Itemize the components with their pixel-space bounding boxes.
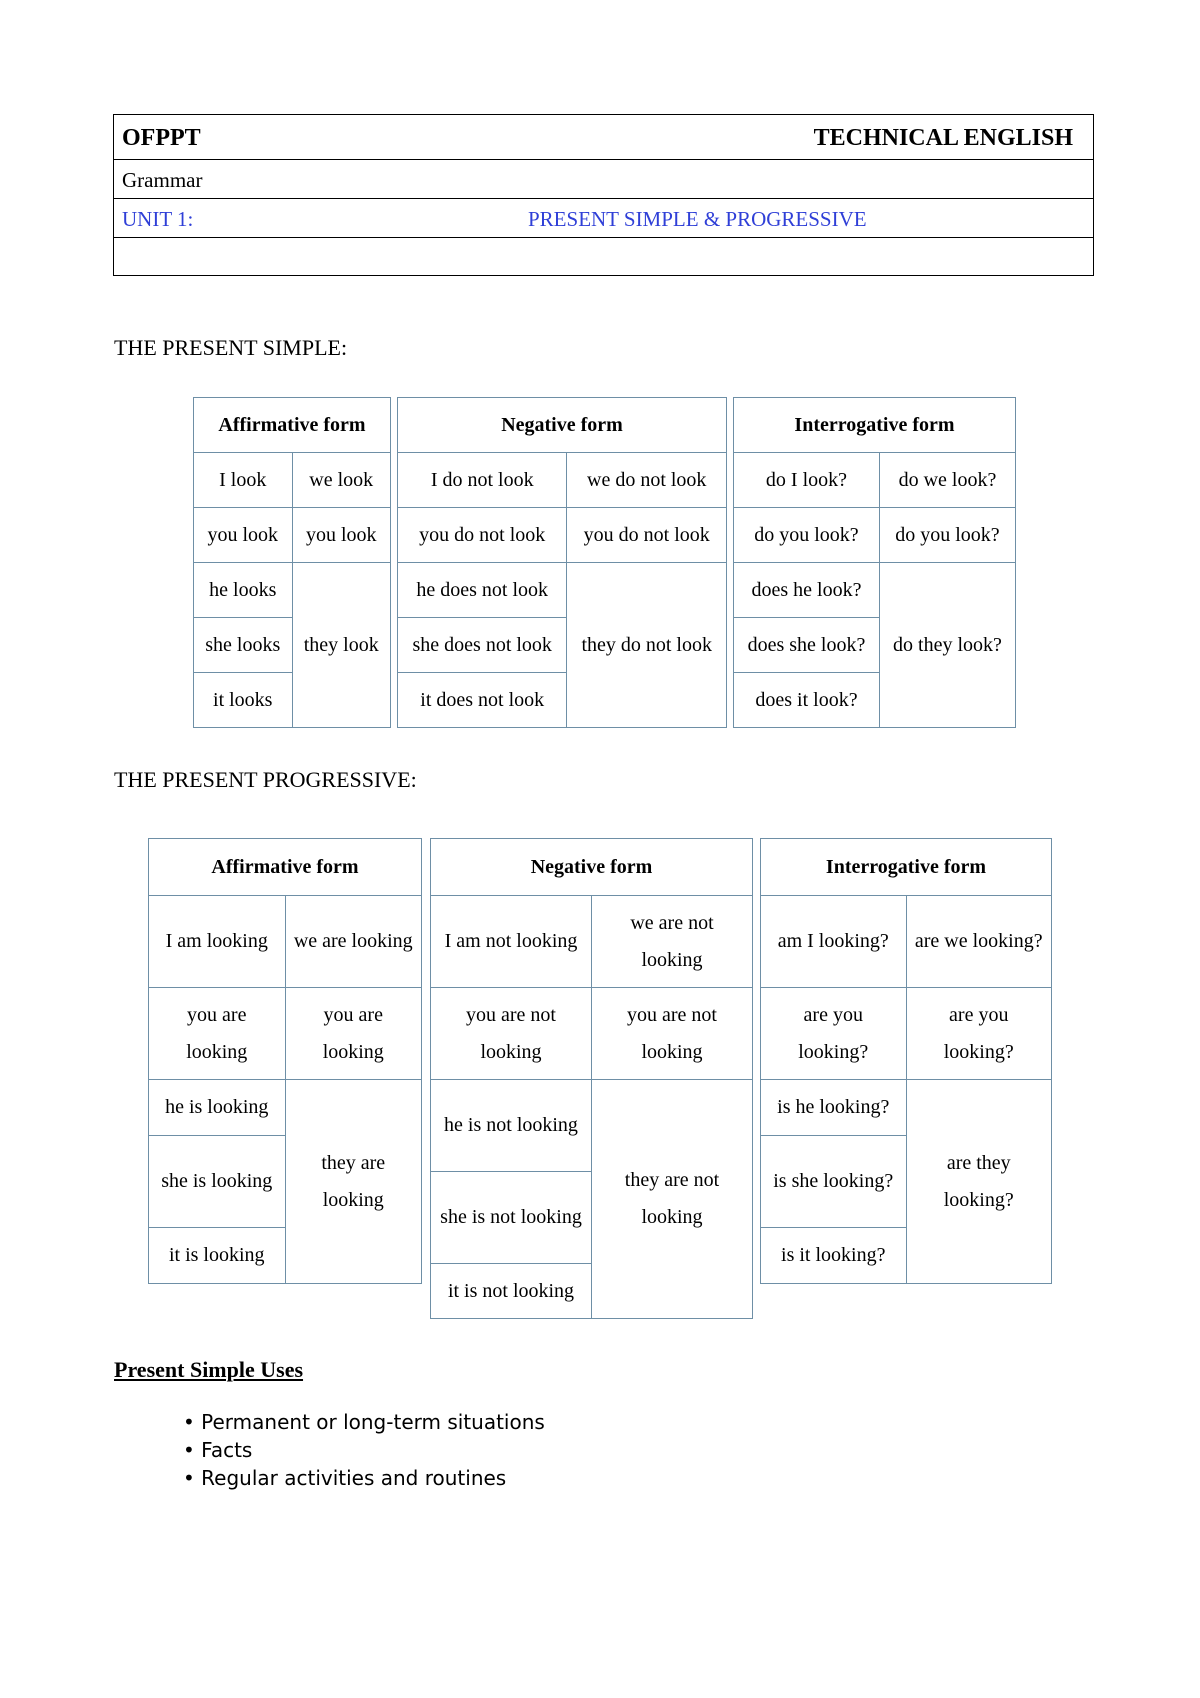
- ps-neg-cell: I do not look: [398, 453, 567, 508]
- ps-affirmative-table: [193, 397, 391, 728]
- ps-affirmative-title: Affirmative form: [194, 398, 391, 453]
- ps-int-cell: do we look?: [879, 453, 1015, 508]
- pp-int-cell: is it looking?: [761, 1228, 907, 1284]
- pp-aff-cell: you are looking: [149, 988, 286, 1080]
- uses-heading: Present Simple Uses: [114, 1357, 304, 1382]
- pp-neg-cell: we are not looking: [592, 896, 753, 988]
- ps-aff-cell: she looks: [194, 618, 293, 673]
- pp-aff-cell: we are looking: [285, 896, 422, 988]
- ps-aff-cell: they look: [292, 563, 391, 728]
- pp-interrogative-title: Interrogative form: [761, 839, 1052, 896]
- present-simple-heading: THE PRESENT SIMPLE:: [114, 335, 348, 360]
- pp-neg-cell: you are not looking: [431, 988, 592, 1080]
- topic-label: Grammar: [122, 168, 203, 192]
- ps-neg-cell: we do not look: [567, 453, 727, 508]
- list-item: • Regular activities and routines: [183, 1464, 545, 1492]
- ps-int-cell: does he look?: [734, 563, 880, 618]
- ps-int-cell: does it look?: [734, 673, 880, 728]
- ps-int-cell: do you look?: [734, 508, 880, 563]
- ps-negative-table: [397, 397, 727, 728]
- ps-int-cell: do I look?: [734, 453, 880, 508]
- ps-neg-cell: you do not look: [567, 508, 727, 563]
- header-row-empty: [114, 238, 1093, 275]
- list-item: • Permanent or long-term situations: [183, 1408, 545, 1436]
- pp-negative-table: [430, 838, 753, 1319]
- ps-neg-cell: he does not look: [398, 563, 567, 618]
- ps-aff-cell: you look: [194, 508, 293, 563]
- ps-neg-cell: she does not look: [398, 618, 567, 673]
- pp-int-cell: are you looking?: [761, 988, 907, 1080]
- pp-neg-cell: they are not looking: [592, 1080, 753, 1319]
- ps-int-cell: do you look?: [879, 508, 1015, 563]
- ps-interrogative-table: [733, 397, 1016, 728]
- pp-aff-cell: she is looking: [149, 1136, 286, 1228]
- ps-aff-cell: he looks: [194, 563, 293, 618]
- pp-int-cell: are we looking?: [906, 896, 1052, 988]
- ps-int-cell: does she look?: [734, 618, 880, 673]
- header-row-title: [114, 115, 1093, 160]
- ps-aff-cell: I look: [194, 453, 293, 508]
- ps-aff-cell: it looks: [194, 673, 293, 728]
- pp-aff-cell: it is looking: [149, 1228, 286, 1284]
- pp-negative-title: Negative form: [431, 839, 753, 896]
- org-name: OFPPT: [122, 125, 201, 151]
- pp-int-cell: are you looking?: [906, 988, 1052, 1080]
- ps-neg-cell: you do not look: [398, 508, 567, 563]
- ps-negative-title: Negative form: [398, 398, 727, 453]
- uses-list: [183, 1408, 545, 1492]
- ps-neg-cell: they do not look: [567, 563, 727, 728]
- pp-aff-cell: I am looking: [149, 896, 286, 988]
- header-row-topic: [114, 160, 1093, 199]
- pp-affirmative-title: Affirmative form: [149, 839, 422, 896]
- pp-int-cell: are they looking?: [906, 1080, 1052, 1284]
- list-item: • Facts: [183, 1436, 545, 1464]
- unit-title: PRESENT SIMPLE & PROGRESSIVE: [528, 207, 867, 231]
- pp-aff-cell: they are looking: [285, 1080, 422, 1284]
- pp-neg-cell: she is not looking: [431, 1172, 592, 1264]
- pp-aff-cell: he is looking: [149, 1080, 286, 1136]
- pp-affirmative-table: [148, 838, 422, 1284]
- pp-int-cell: am I looking?: [761, 896, 907, 988]
- ps-interrogative-title: Interrogative form: [734, 398, 1016, 453]
- pp-neg-cell: I am not looking: [431, 896, 592, 988]
- pp-int-cell: is he looking?: [761, 1080, 907, 1136]
- ps-aff-cell: we look: [292, 453, 391, 508]
- pp-neg-cell: it is not looking: [431, 1264, 592, 1319]
- pp-neg-cell: you are not looking: [592, 988, 753, 1080]
- ps-int-cell: do they look?: [879, 563, 1015, 728]
- present-progressive-heading: THE PRESENT PROGRESSIVE:: [114, 767, 417, 792]
- pp-aff-cell: you are looking: [285, 988, 422, 1080]
- ps-aff-cell: you look: [292, 508, 391, 563]
- document-header: [113, 114, 1094, 276]
- header-row-unit: [114, 199, 1093, 238]
- pp-interrogative-table: [760, 838, 1052, 1284]
- ps-neg-cell: it does not look: [398, 673, 567, 728]
- unit-label: UNIT 1:: [122, 207, 194, 231]
- pp-int-cell: is she looking?: [761, 1136, 907, 1228]
- pp-neg-cell: he is not looking: [431, 1080, 592, 1172]
- course-name: TECHNICAL ENGLISH: [813, 125, 1073, 151]
